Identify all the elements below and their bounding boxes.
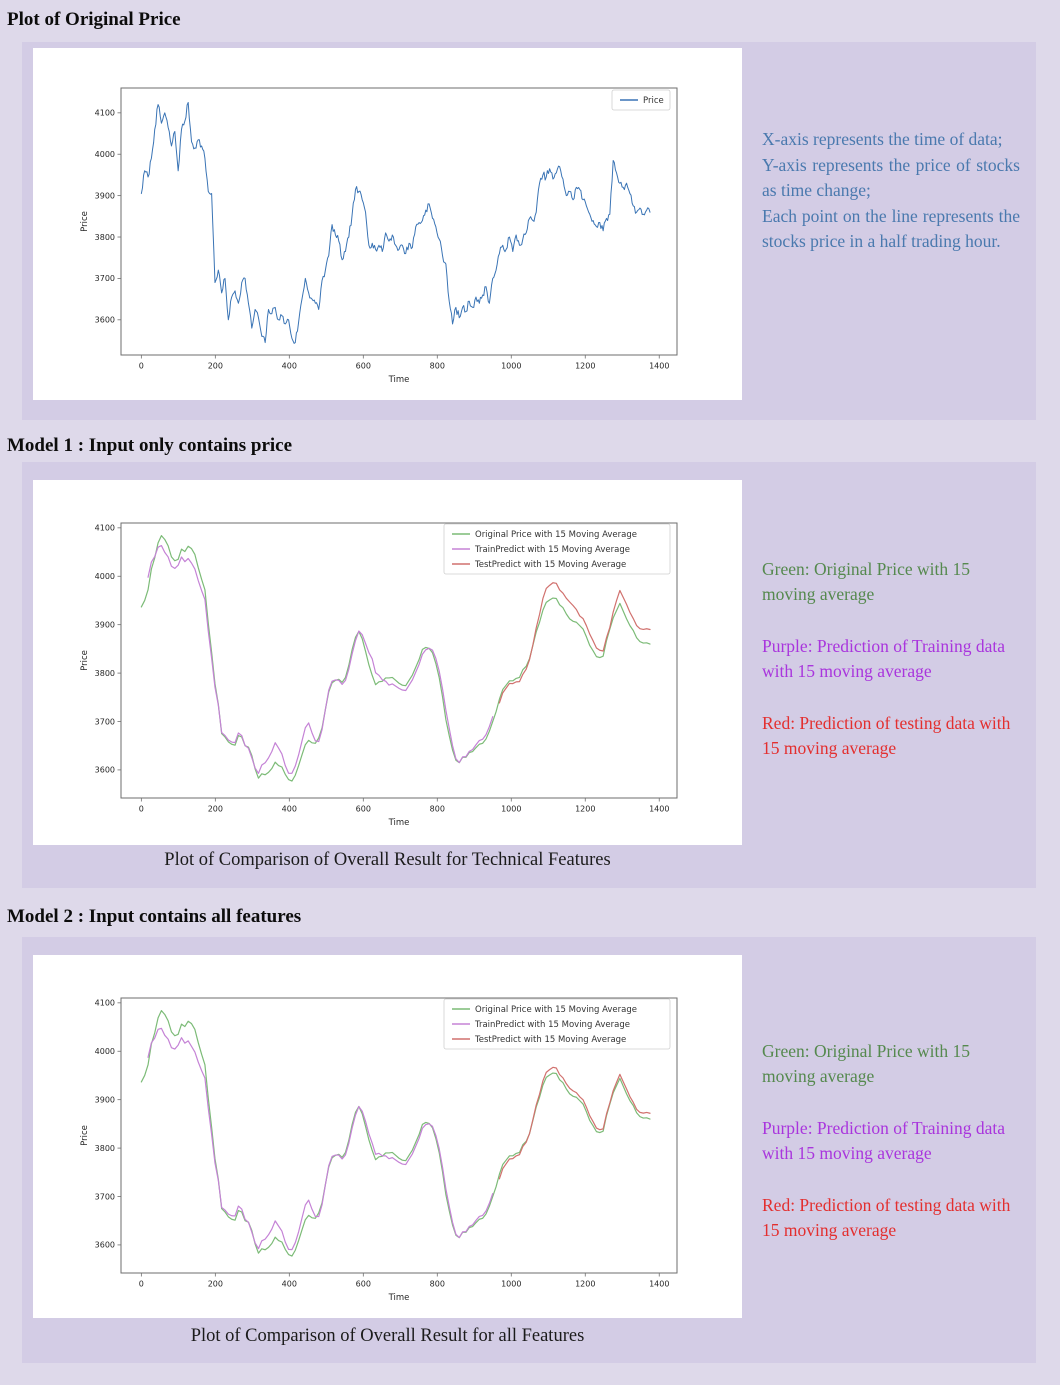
svg-text:400: 400 [281,361,297,371]
svg-text:400: 400 [281,804,297,814]
svg-text:Price: Price [643,95,664,106]
svg-text:800: 800 [429,1279,445,1289]
svg-text:800: 800 [429,804,445,814]
note-green-series: Green: Original Price with 15 moving average [762,559,971,604]
legend [612,90,670,110]
model-1-chart-card [33,480,742,845]
svg-text:0: 0 [138,1279,144,1289]
model-1-legend-notes [762,557,1024,788]
svg-text:800: 800 [429,361,445,371]
svg-text:Time: Time [388,818,410,828]
svg-text:1400: 1400 [649,361,670,371]
svg-text:4100: 4100 [94,108,115,118]
note-line-points: Each point on the line represents the stocks price in a half trading hour. [762,205,1020,251]
svg-text:200: 200 [207,1279,223,1289]
svg-text:3900: 3900 [94,191,115,201]
note-purple-series: Purple: Prediction of Training data with 15 moving average [762,636,1006,681]
svg-text:1000: 1000 [501,361,522,371]
svg-text:3900: 3900 [94,1095,115,1105]
svg-text:TrainPredict with 15 Moving Av: TrainPredict with 15 Moving Average [475,1019,630,1030]
note-red-series: Red: Prediction of testing data with 15 moving average [762,1195,1011,1240]
svg-text:1200: 1200 [575,1279,596,1289]
svg-text:3600: 3600 [94,1240,115,1250]
svg-text:0: 0 [138,804,144,814]
svg-text:600: 600 [355,1279,371,1289]
svg-text:1400: 1400 [649,804,670,814]
model-1-comparison-chart [33,480,742,845]
svg-text:3700: 3700 [94,717,115,727]
section-heading-original-price: Plot of Original Price [7,9,181,30]
svg-text:200: 200 [207,361,223,371]
panel-original-price [22,42,1036,420]
svg-text:Original Price with 15 Moving: Original Price with 15 Moving Average [475,529,637,540]
svg-text:3900: 3900 [94,620,115,630]
note-purple-series: Purple: Prediction of Training data with 15 moving average [762,1118,1006,1163]
note-line-x-axis: X-axis represents the time of data; [762,129,1003,149]
svg-text:1000: 1000 [501,804,522,814]
model-2-comparison-chart [33,955,742,1318]
svg-text:600: 600 [355,804,371,814]
svg-text:Price: Price [80,1125,90,1146]
svg-text:TestPredict with 15 Moving Ave: TestPredict with 15 Moving Average [475,559,627,570]
svg-text:1200: 1200 [575,361,596,371]
svg-text:1000: 1000 [501,1279,522,1289]
svg-text:1400: 1400 [649,1279,670,1289]
svg-text:0: 0 [138,361,144,371]
svg-text:200: 200 [207,804,223,814]
svg-text:3800: 3800 [94,668,115,678]
svg-text:Time: Time [388,1293,410,1303]
svg-text:1200: 1200 [575,804,596,814]
note-green-series: Green: Original Price with 15 moving average [762,1041,971,1086]
svg-text:600: 600 [355,361,371,371]
original-price-chart-card [33,48,742,400]
svg-text:3800: 3800 [94,232,115,242]
legend [444,524,670,574]
model-1-chart-caption: Plot of Comparison of Overall Result for Technical Features [164,850,611,870]
original-price-chart [33,48,742,400]
svg-text:Original Price with 15 Moving: Original Price with 15 Moving Average [475,1004,637,1015]
svg-text:TestPredict with 15 Moving Ave: TestPredict with 15 Moving Average [475,1034,627,1045]
axis-description-note [762,127,1020,255]
legend [444,999,670,1049]
svg-text:3700: 3700 [94,1192,115,1202]
svg-text:3800: 3800 [94,1143,115,1153]
model-2-chart-caption: Plot of Comparison of Overall Result for all Features [190,1326,585,1346]
svg-text:400: 400 [281,1279,297,1289]
svg-text:TrainPredict with 15 Moving Av: TrainPredict with 15 Moving Average [475,544,630,555]
svg-text:Price: Price [80,211,90,232]
panel-model-2 [22,937,1036,1363]
svg-text:4100: 4100 [94,998,115,1008]
svg-text:3600: 3600 [94,765,115,775]
svg-text:Price: Price [80,650,90,671]
note-red-series: Red: Prediction of testing data with 15 moving average [762,713,1011,758]
svg-text:4100: 4100 [94,523,115,533]
svg-text:3700: 3700 [94,274,115,284]
svg-text:4000: 4000 [94,572,115,582]
panel-model-1 [22,462,1036,888]
section-heading-model-2: Model 2 : Input contains all features [7,906,302,927]
note-line-y-axis: Y-axis represents the price of stocks as time change; [762,154,1020,200]
svg-text:4000: 4000 [94,1047,115,1057]
model-2-legend-notes [762,1039,1024,1270]
section-heading-model-1: Model 1 : Input only contains price [7,435,293,456]
svg-text:4000: 4000 [94,150,115,160]
svg-text:3600: 3600 [94,315,115,325]
model-2-chart-card [33,955,742,1318]
svg-text:Time: Time [388,375,410,385]
